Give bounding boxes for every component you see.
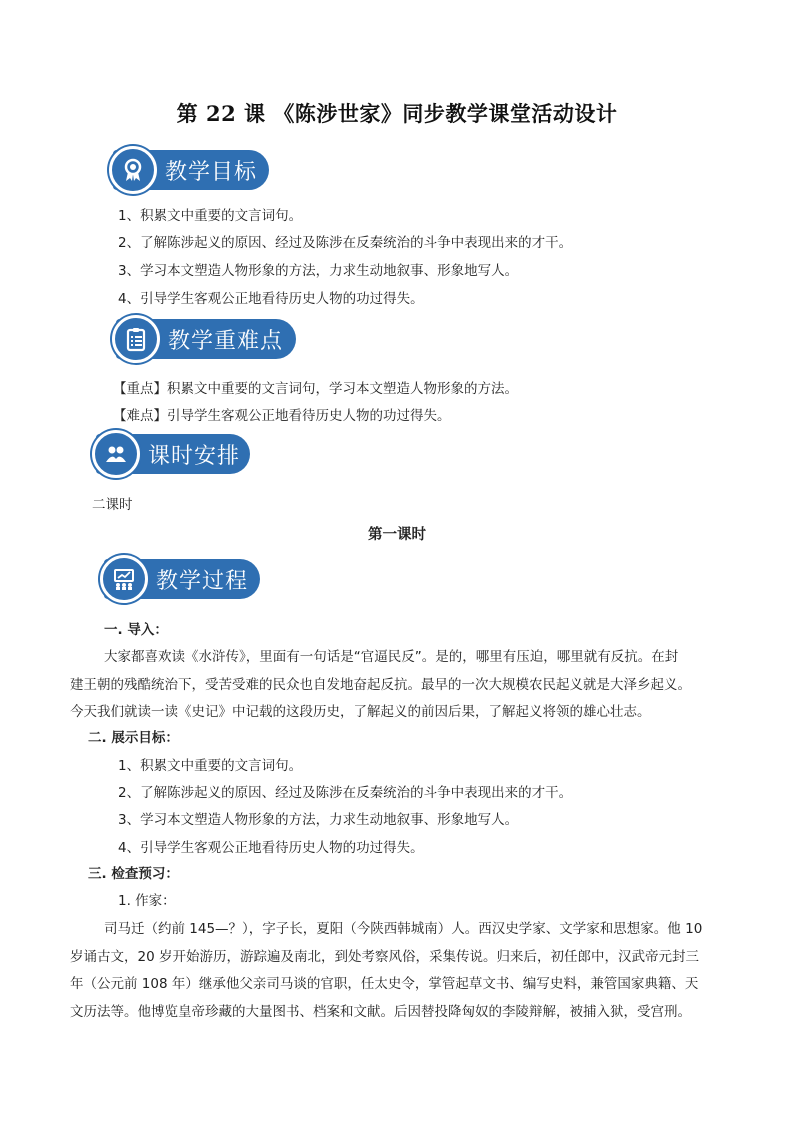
- schedule-text: 二课时: [92, 497, 133, 513]
- goal-item-3: 3、学习本文塑造人物形象的方法，力求生动地叙事、形象地写人。: [118, 263, 519, 279]
- goal-item-1: 1、积累文中重要的文言词句。: [118, 208, 303, 224]
- section-heading: 教学目标: [165, 159, 258, 185]
- intro-title: 一. 导入：: [104, 622, 168, 638]
- author-line-1: 司马迁（约前 145—？），字子长，夏阳（今陕西韩城南）人。西汉史学家、文学家和思想家。他 10: [104, 921, 703, 937]
- intro-line-2: 建王朝的残酷统治下，受苦受难的民众也自发地奋起反抗。最早的一次大规模农民起义就是大泽乡起义。: [70, 677, 691, 693]
- lesson-subheading: 第一课时: [368, 527, 426, 543]
- author-line-4: 文历法等。他博览皇帝珍藏的大量图书、档案和文献。后因替投降匈奴的李陵辩解，被捕入狱，受宫刑。: [70, 1004, 691, 1020]
- intro-line-3: 今天我们就读一读《史记》中记载的这段历史，了解起义的前因后果，了解起义将领的雄心壮志。: [70, 704, 651, 720]
- section-banner-key-points: [116, 319, 296, 359]
- goal-item-2: 2、了解陈涉起义的原因、经过及陈涉在反秦统治的斗争中表现出来的才干。: [118, 235, 573, 251]
- author-line-3: 年（公元前 108 年）继承他父亲司马谈的官职，任太史令，掌管起草文书、编写史料，兼管国家典籍、天: [70, 976, 699, 992]
- chart-people-icon: [100, 555, 148, 603]
- author-label: 1. 作家：: [118, 893, 176, 909]
- process-goal-4: 4、引导学生客观公正地看待历史人物的功过得失。: [118, 840, 424, 856]
- key-point-difficulty: 【难点】引导学生客观公正地看待历史人物的功过得失。: [113, 408, 451, 424]
- section-banner-goals: [113, 150, 269, 190]
- section-heading: 教学过程: [156, 568, 249, 594]
- goal-item-4: 4、引导学生客观公正地看待历史人物的功过得失。: [118, 291, 424, 307]
- author-line-2: 岁诵古文，20 岁开始游历，游踪遍及南北，到处考察风俗，采集传说。归来后，初任郎中，汉武帝元封三: [70, 949, 699, 965]
- people-icon: [92, 430, 140, 478]
- intro-line-1: 大家都喜欢读《水浒传》，里面有一句话是“官逼民反”。是的，哪里有压迫，哪里就有反抗。在封: [104, 649, 679, 665]
- section-heading: 课时安排: [148, 443, 241, 469]
- clipboard-list-icon: [112, 315, 160, 363]
- goals-title: 二. 展示目标：: [88, 730, 179, 746]
- award-ribbon-icon: [109, 146, 157, 194]
- process-goal-2: 2、了解陈涉起义的原因、经过及陈涉在反秦统治的斗争中表现出来的才干。: [118, 785, 573, 801]
- process-goal-1: 1、积累文中重要的文言词句。: [118, 758, 303, 774]
- process-goal-3: 3、学习本文塑造人物形象的方法，力求生动地叙事、形象地写人。: [118, 812, 519, 828]
- page-title: 第 22 课 《陈涉世家》同步教学课堂活动设计: [176, 101, 618, 126]
- section-banner-process: [104, 559, 260, 599]
- section-banner-schedule: [96, 434, 250, 474]
- key-point-focus: 【重点】积累文中重要的文言词句，学习本文塑造人物形象的方法。: [113, 381, 518, 397]
- preview-title: 三. 检查预习：: [88, 866, 179, 882]
- section-heading: 教学重难点: [168, 328, 284, 354]
